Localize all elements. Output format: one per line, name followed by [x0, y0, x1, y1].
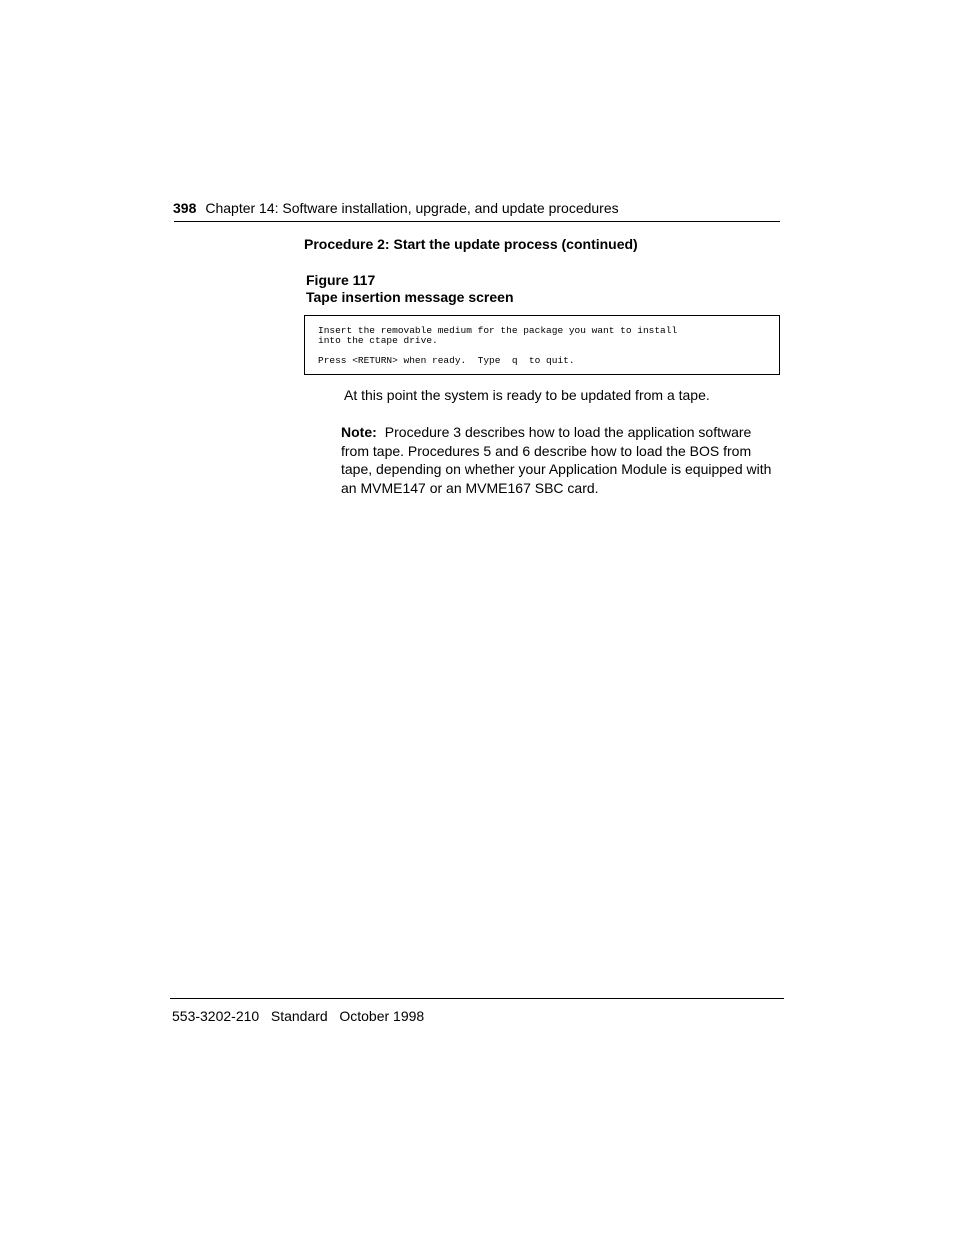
page-header: [173, 200, 779, 220]
body-paragraph: At this point the system is ready to be updated from a tape.: [344, 387, 710, 403]
note-block: [341, 423, 781, 498]
figure-number: Figure 117: [306, 272, 376, 288]
figure-label: [306, 272, 514, 306]
page-footer: 553-3202-210 Standard October 1998: [172, 1008, 425, 1024]
figure-caption: Tape insertion message screen: [306, 289, 514, 305]
header-divider: [174, 221, 780, 222]
page-number: 398: [173, 200, 197, 216]
chapter-title: Chapter 14: Software installation, upgrade, and update procedures: [205, 200, 619, 216]
note-text: Procedure 3 describes how to load the application software from tape. Procedures 5 and 6 describe how to load the BOS from tape, depending on whether your Application Module is equipped with an MVME147 or an MVME167 SBC card.: [341, 424, 772, 497]
procedure-title: Procedure 2: Start the update process (continued): [304, 236, 638, 252]
footer-divider: [170, 998, 784, 999]
terminal-screen-box: [304, 315, 780, 375]
terminal-screen-text: Insert the removable medium for the package you want to install into the ctape drive. Press <RETURN> when ready. Type q to quit.: [318, 325, 678, 366]
note-label: Note:: [341, 424, 377, 440]
